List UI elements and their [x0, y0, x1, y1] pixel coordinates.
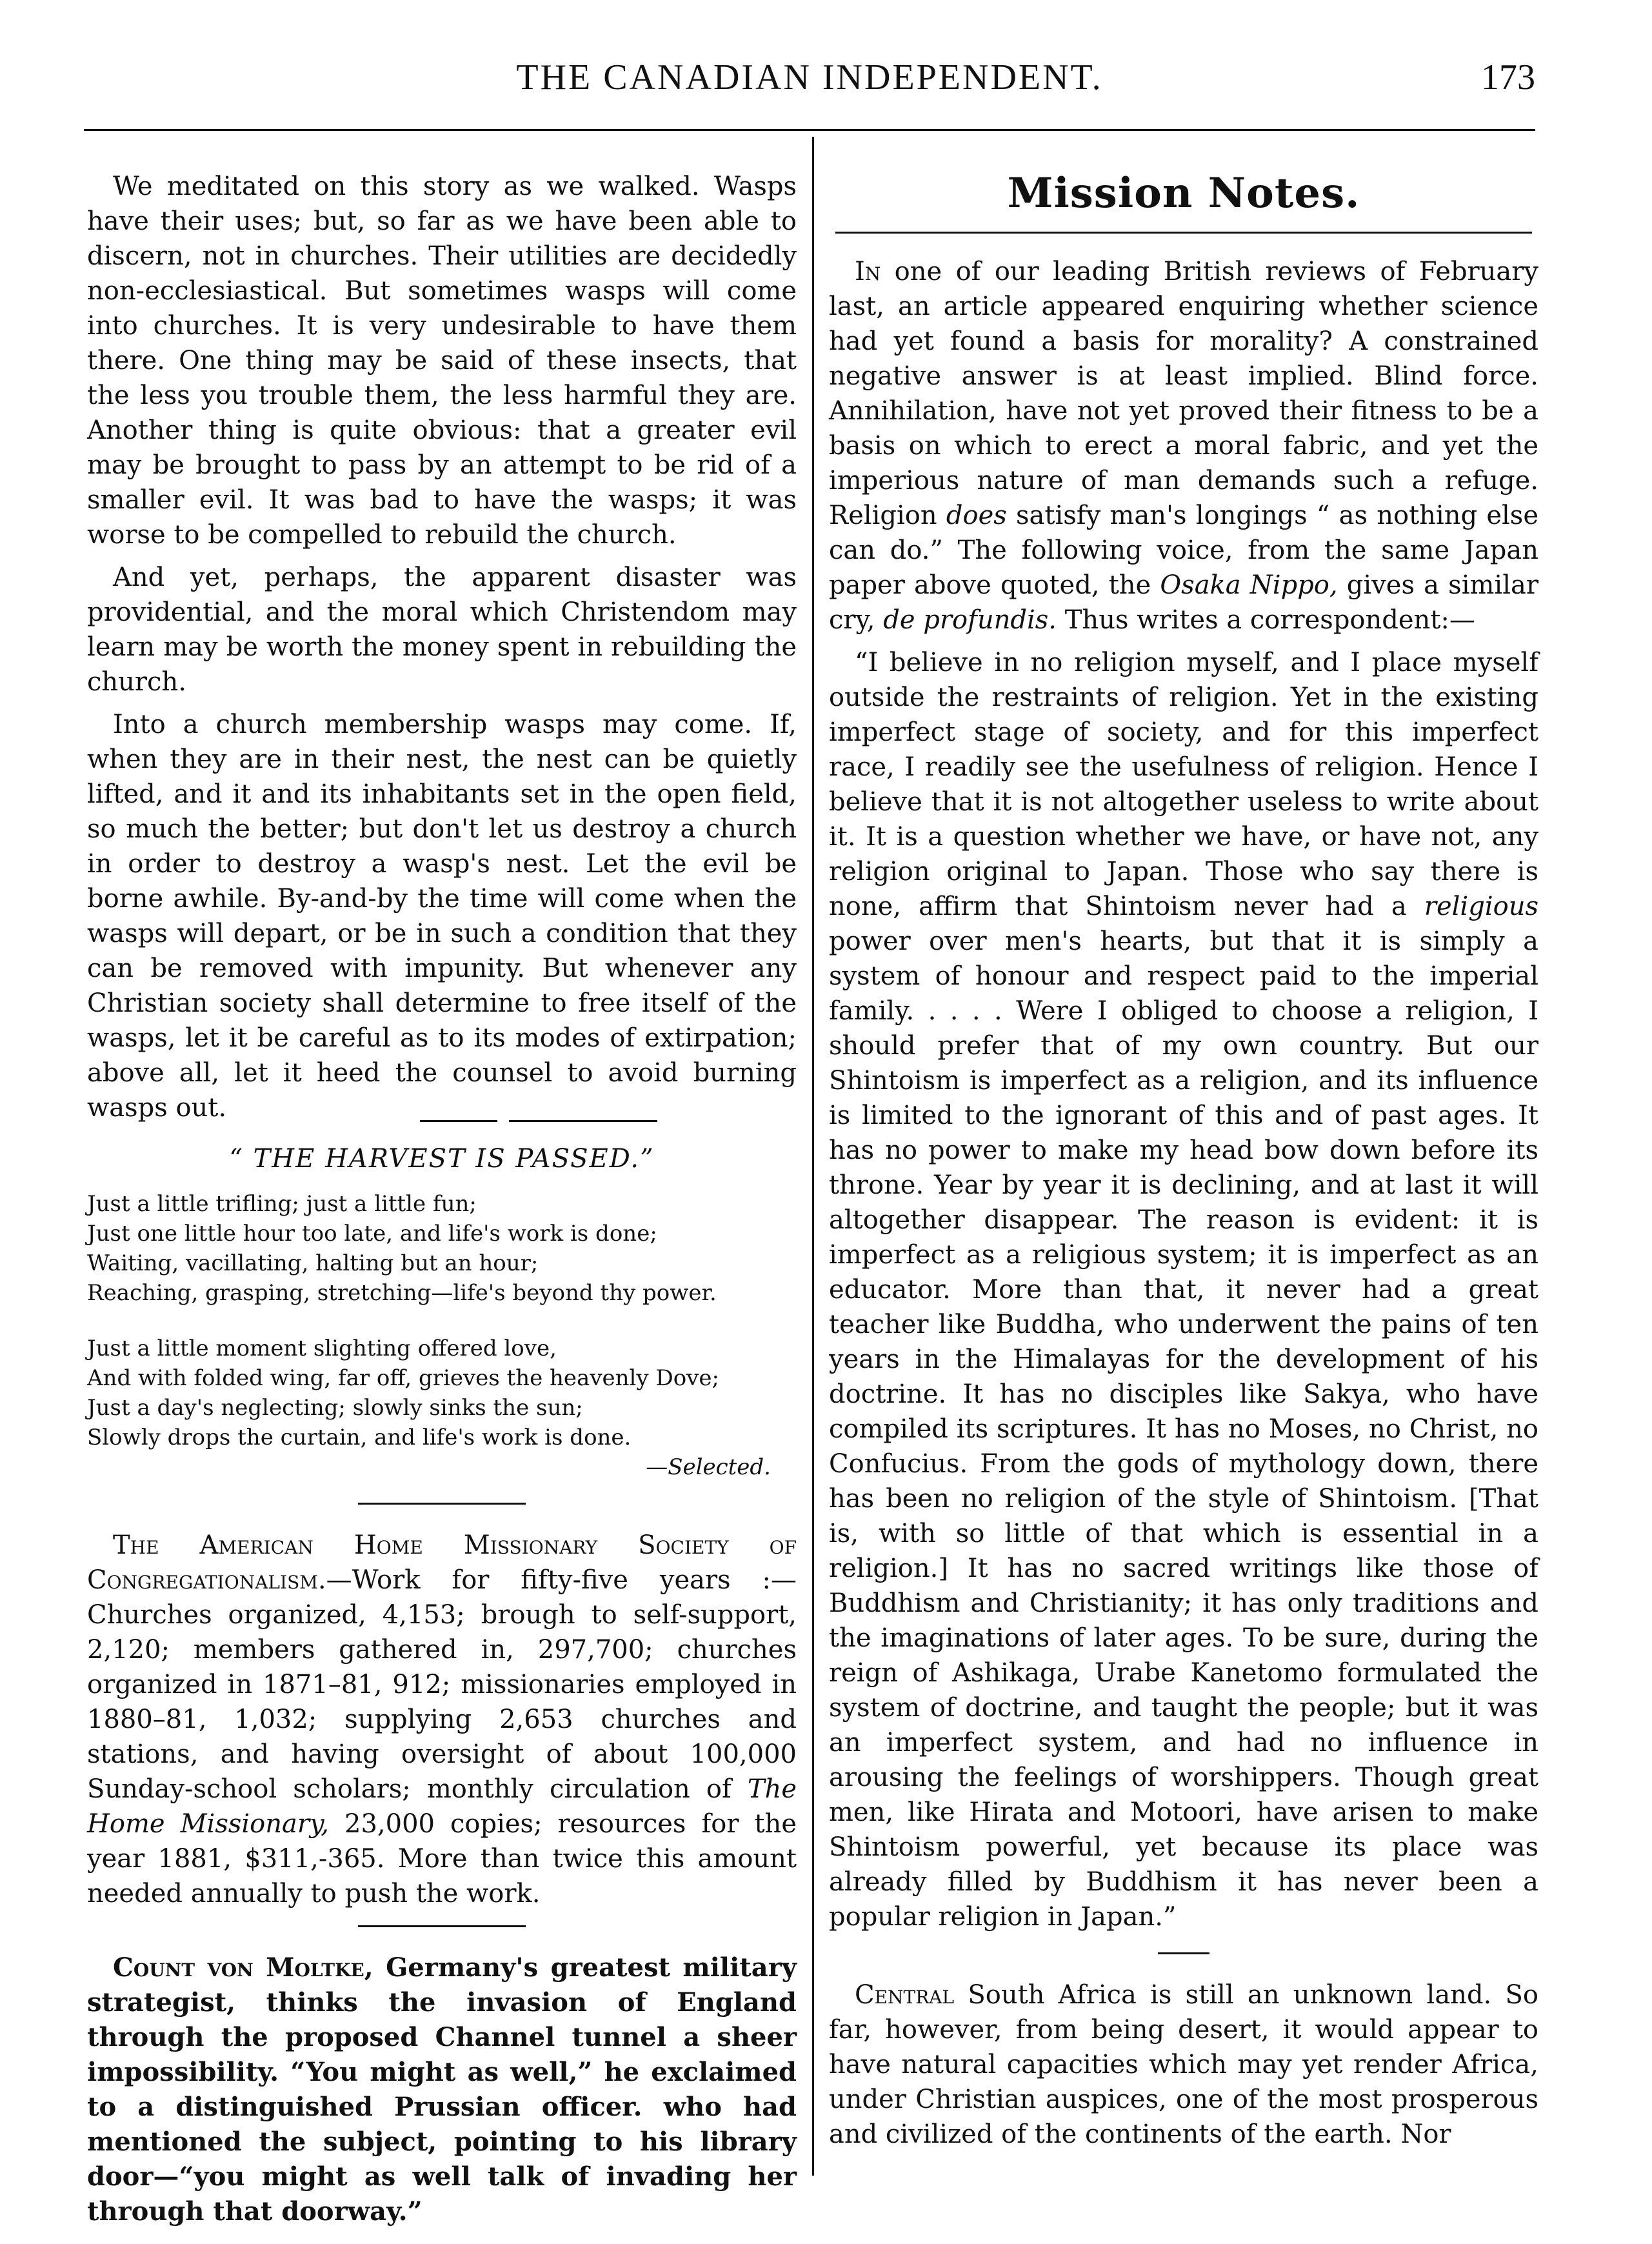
poem-stanza-1 [87, 1189, 797, 1308]
italic-run: de profundis. [883, 605, 1057, 635]
section-divider [358, 1503, 526, 1505]
italic-run: does [946, 501, 1007, 530]
dropcap-lead: In [855, 257, 881, 286]
wasps-paragraph-2: And yet, perhaps, the apparent disaster was providential, and the moral which Christendom may learn may be worth the money spent in rebuilding the church. [87, 563, 797, 697]
text-run: power over men's hearts, but that it is simply a system of honour and respect paid to the imperial family. . . . . Were I obliged to choose a religion, I should prefer that of my own country. But our Shintoism is imperfect as a religion, and its influence is limited to the ignorant of this and of past ages. It has no power to make my head bow down before its throne. Year by year it is declining, and at last it will altogether disappear. The reason is evident: it is imperfect as a religious system; it is imperfect as an educator. More than that, it never had a great teacher like Buddha, who underwent the pains of ten years in the Himalayas for the development of his doctrine. It has no disciples like Sakya, who have compiled its scriptures. It has no Moses, no Christ, no Confucius. From the gods of mythology down, there has been no religion of the style of Shintoism. [That is, with so little of that which is essential in a religion.] It has no sacred writings like those of Buddhism and Christianity; it has only traditions and the imaginations of later ages. To be sure, during the reign of Ashikaga, Urabe Kanetomo formulated the system of doctrine, and taught the people; but it was an imperfect system, and had no influence in arousing the feelings of worshippers. Though great men, like Hirata and Motoori, have arisen to make Shintoism powerful, yet because its place was already filled by Buddhism it has never been a popular religion in Japan.” [829, 927, 1538, 1932]
moltke-lead: Count von Moltke, [113, 1952, 373, 1983]
column-divider [812, 137, 814, 2176]
page-number: 173 [1481, 57, 1535, 97]
poem-line: Just a little trifling; just a little fun; [87, 1191, 477, 1217]
moltke-paragraph [87, 1950, 797, 2229]
text-run: one of our leading British reviews of February last, an article appeared enquiring whether science had yet found a basis for morality? A constrained negative answer is at least implied. Blind force. Annihilation, have not yet proved their fitness to be a basis on which to erect a moral fabric, and yet the imperious nature of man demands such a refuge. Religion [829, 257, 1538, 530]
section-divider [1158, 1952, 1209, 1954]
wasps-paragraph-1: We meditated on this story as we walked. Wasps have their uses; but, so far as we have been able to discern, not in churches. Their utilities are decidedly non-ecclesiastical. But sometimes wasps will come into churches. It is very undesirable to have them there. One thing may be said of these insects, that the less you trouble them, the less harmful they are. Another thing is quite obvious: that a greater evil may be brought to pass by an attempt to be rid of a smaller evil. It was bad to have the wasps; it was worse to be compelled to rebuild the church. [87, 172, 797, 550]
mission-paragraph-1 [829, 254, 1538, 637]
ahms-paragraph [87, 1528, 797, 1911]
moltke-body: Germany's greatest military strategist, thinks the invasion of England through the proposed Channel tunnel a sheer impossibility. “You might as well,” he exclaimed to a distinguished Prussian officer. who had mentioned the subject, pointing to his library door—“you might as well talk of invading her through that doorway.” [87, 1952, 797, 2227]
italic-run: religious [1424, 892, 1538, 921]
section-divider [281, 1120, 797, 1122]
mission-paragraph-2 [829, 645, 1538, 1934]
italic-run: Osaka Nippo, [1160, 570, 1338, 600]
poem-stanza-2 [87, 1334, 797, 1452]
poem-line: Slowly drops the curtain, and life's work is done. [87, 1425, 632, 1450]
ahms-italic: The Home Missionary, [87, 1774, 797, 1839]
poem-credit: —Selected. [646, 1454, 771, 1480]
section-title: Mission Notes. [1007, 169, 1360, 217]
poem-title: “ THE HARVEST IS PASSED.” [229, 1144, 655, 1174]
poem-line: Waiting, vacillating, halting but an hour; [87, 1250, 539, 1276]
right-column [829, 169, 1538, 2159]
text-run: “I believe in no religion myself, and I place myself outside the restraints of religion. Yet in the existing imperfect stage of society, and for this imperfect race, I readily see the usefulness of religion. Hence I believe that it is not altogether useless to write about it. It is a question whether we have, or have not, any religion original to Japan. Those who say there is none, affirm that Shintoism never had a [829, 648, 1538, 921]
poem [87, 1189, 797, 1482]
poem-line: And with folded wing, far off, grieves the heavenly Dove; [87, 1365, 719, 1391]
ahms-lead: The American Home Missionary Society of Congregationalism. [87, 1530, 797, 1595]
page-header [84, 57, 1535, 108]
text-run: gives a similar cry, [829, 570, 1538, 635]
mission-paragraph-3 [829, 1978, 1538, 2152]
header-rule [84, 129, 1535, 131]
ahms-body: —Work for fifty-five years :— Churches organized, 4,153; brough to self-support, 2,120; members gathered in, 297,700; churches organized in 1871–81, 912; missionaries employed in 1880–81, 1,032; supplying 2,653 churches and stations, and having oversight of about 100,000 Sunday-school scholars; monthly circulation of [87, 1565, 797, 1804]
poem-line: Just a little moment slighting offered love, [87, 1336, 557, 1361]
poem-line: Just a day's neglecting; slowly sinks the sun; [87, 1395, 583, 1421]
publication-title: THE CANADIAN INDEPENDENT. [516, 57, 1103, 97]
ahms-tail: 23,000 copies; resources for the year 1881, $311,-365. More than twice this amount needed annually to push the work. [87, 1809, 797, 1908]
text-run: satisfy man's longings “ as nothing else can do.” The following voice, from the same Japan paper above quoted, the [829, 501, 1538, 600]
poem-line: Just one little hour too late, and life's work is done; [87, 1221, 657, 1247]
title-rule [835, 232, 1532, 234]
wasps-paragraph-3: Into a church membership wasps may come. If, when they are in their nest, the nest can be quietly lifted, and it and its inhabitants set in the open field, so much the better; but don't let us destroy a church in order to destroy a wasp's nest. Let the evil be borne awhile. By-and-by the time will come when the wasps will depart, or be in such a condition that they can be removed with impunity. But whenever any Christian society shall determine to free itself of the wasps, let it be careful as to its modes of extirpation; above all, let it heed the counsel to avoid burning wasps out. [87, 710, 797, 1123]
poem-line: Reaching, grasping, stretching—life's beyond thy power. [87, 1280, 717, 1306]
section-divider [358, 1925, 526, 1927]
text-run: Thus writes a correspondent:— [1057, 605, 1475, 635]
dropcap-lead: Central [855, 1980, 955, 2010]
left-column [87, 169, 797, 2237]
text-run: South Africa is still an unknown land. So far, however, from being desert, it would appear to have natural capacities which may yet render Africa, under Christian auspices, one of the most prosperous and civilized of the continents of the earth. Nor [829, 1980, 1538, 2149]
